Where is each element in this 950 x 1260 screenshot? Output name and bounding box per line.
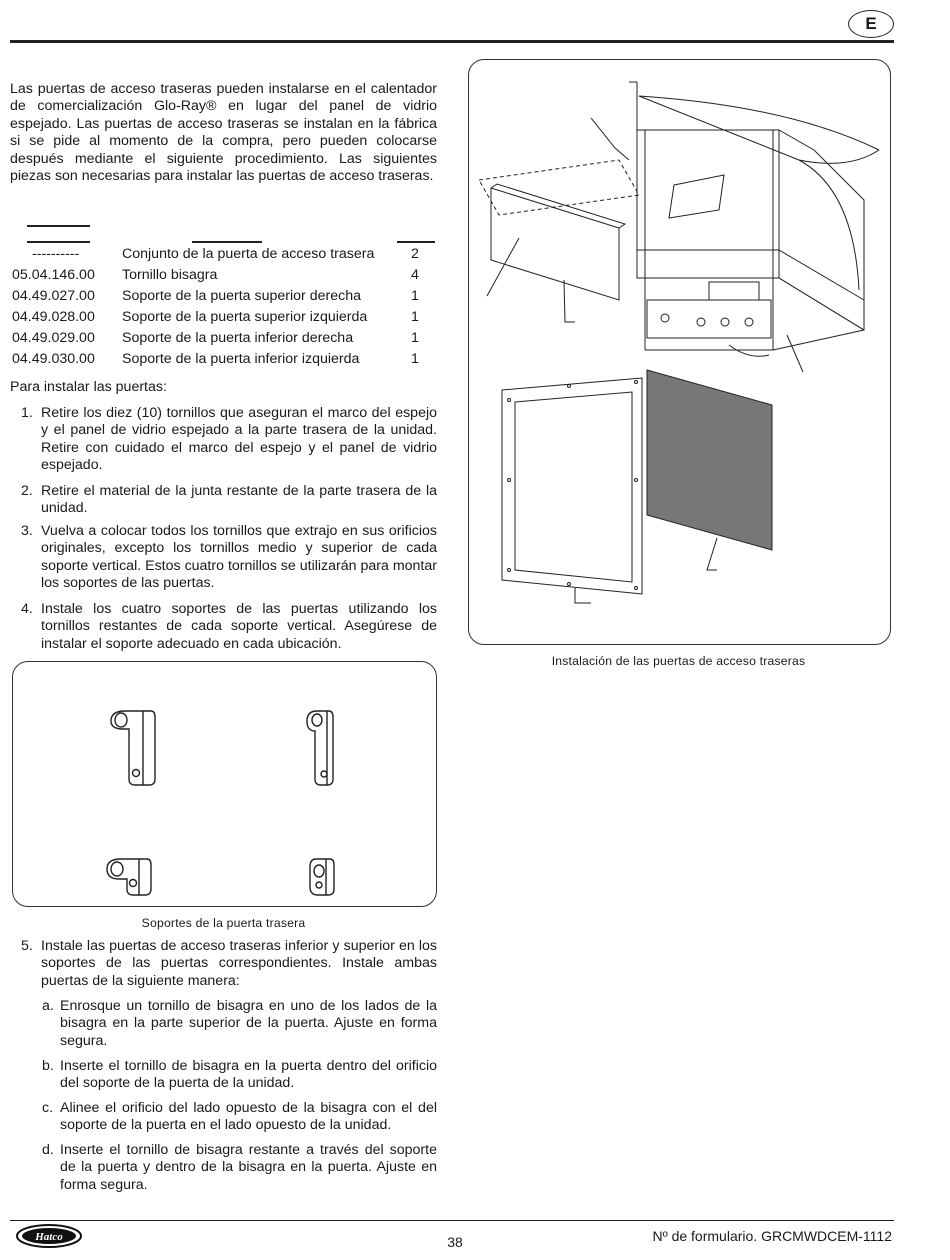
hatco-logo — [15, 1223, 83, 1249]
part-description: Soporte de la puerta inferior derecha — [122, 330, 354, 346]
language-badge: E — [848, 10, 894, 38]
part-number: 04.49.029.00 — [12, 330, 95, 346]
brackets-figure — [12, 661, 437, 907]
installation-drawing — [469, 60, 890, 644]
step-text: Retire los diez (10) tornillos que aseguran el marco del espejo y el panel de vidrio espejado a la parte trasera de la unidad. Retire con cuidado el marco del espejo y el panel de vidrio espejado. — [41, 405, 437, 474]
substep-letter: a. — [42, 998, 54, 1014]
part-qty: 1 — [411, 288, 419, 304]
part-qty: 1 — [411, 330, 419, 346]
table-header-rule — [397, 241, 435, 243]
part-number: 05.04.146.00 — [12, 267, 95, 283]
table-header-rule — [27, 225, 90, 227]
steps-list — [10, 405, 437, 655]
step-number: 4. — [21, 601, 33, 617]
part-qty: 1 — [411, 351, 419, 367]
table-header-rule — [192, 241, 262, 243]
footer-rule — [10, 1220, 894, 1221]
part-number: 04.49.030.00 — [12, 351, 95, 367]
step-number: 3. — [21, 523, 33, 539]
bracket-upper-left — [307, 711, 333, 785]
steps-list-continued — [10, 938, 437, 1198]
install-intro: Para instalar las puertas: — [10, 379, 167, 395]
substep-text: Alinee el orificio del lado opuesto de la bisagra con el del soporte de la puerta en el lado opuesto de la unidad. — [60, 1100, 437, 1134]
part-description: Soporte de la puerta superior derecha — [122, 288, 361, 304]
substep-text: Enrosque un tornillo de bisagra en uno de los lados de la bisagra en la parte superior de la puerta. Ajuste en forma segura. — [60, 998, 437, 1049]
header-rule — [10, 40, 894, 43]
bracket-lower-right — [107, 859, 151, 895]
mirror-glass-panel — [647, 370, 772, 550]
part-description: Soporte de la puerta superior izquierda — [122, 309, 368, 325]
intro-paragraph: Las puertas de acceso traseras pueden instalarse en el calentador de comercialización Glo-Ray® en lugar del panel de vidrio espejado. Las puertas de acceso traseras se instalan en la fábrica si se pide al momento de la compra, pero pueden colocarse después mediante el siguiente procedimiento. Las siguientes piezas son necesarias para instalar las puertas de acceso traseras. — [10, 81, 437, 185]
table-header-rule — [27, 241, 90, 243]
bracket-lower-left — [310, 859, 334, 895]
page-number: 38 — [447, 1234, 463, 1250]
brackets-drawing — [13, 662, 436, 906]
form-number: Nº de formulario. GRCMWDCEM-1112 — [652, 1228, 892, 1244]
bracket-upper-right — [111, 711, 155, 785]
logo-text: Hatco — [35, 1231, 63, 1243]
part-number: 04.49.027.00 — [12, 288, 95, 304]
step-number: 1. — [21, 405, 33, 421]
part-description: Soporte de la puerta inferior izquierda — [122, 351, 360, 367]
step-number: 2. — [21, 483, 33, 499]
installation-figure — [468, 59, 891, 645]
part-qty: 2 — [411, 246, 419, 262]
part-qty: 4 — [411, 267, 419, 283]
substep-letter: d. — [42, 1142, 54, 1158]
part-qty: 1 — [411, 309, 419, 325]
substep-letter: c. — [42, 1100, 54, 1116]
part-description: Conjunto de la puerta de acceso trasera — [122, 246, 375, 262]
substep-text: Inserte el tornillo de bisagra restante a través del soporte de la puerta y dentro de la bisagra en la puerta. Ajuste en forma segura. — [60, 1142, 437, 1193]
step-text: Instale las puertas de acceso traseras inferior y superior en los soportes de las puertas correspondientes. Instale ambas puertas de la siguiente manera: — [41, 938, 437, 989]
part-number: 04.49.028.00 — [12, 309, 95, 325]
part-number: ---------- — [32, 246, 80, 262]
step-number: 5. — [21, 938, 33, 954]
brackets-caption: Soportes de la puerta trasera — [141, 916, 306, 930]
step-text: Retire el material de la junta restante de la parte trasera de la unidad. — [41, 483, 437, 517]
part-description: Tornillo bisagra — [122, 267, 218, 283]
substep-letter: b. — [42, 1058, 54, 1074]
installation-caption: Instalación de las puertas de acceso traseras — [551, 654, 806, 668]
step-text: Instale los cuatro soportes de las puertas utilizando los tornillos restantes de cada soporte vertical. Asegúrese de instalar el soporte adecuado en cada ubicación. — [41, 601, 437, 652]
substep-text: Inserte el tornillo de bisagra en la puerta dentro del orificio del soporte de la puerta de la unidad. — [60, 1058, 437, 1092]
step-text: Vuelva a colocar todos los tornillos que extrajo en sus orificios originales, excepto los tornillos medio y superior de cada soporte vertical. Estos cuatro tornillos se utilizarán para montar los soportes de las puertas. — [41, 523, 437, 592]
